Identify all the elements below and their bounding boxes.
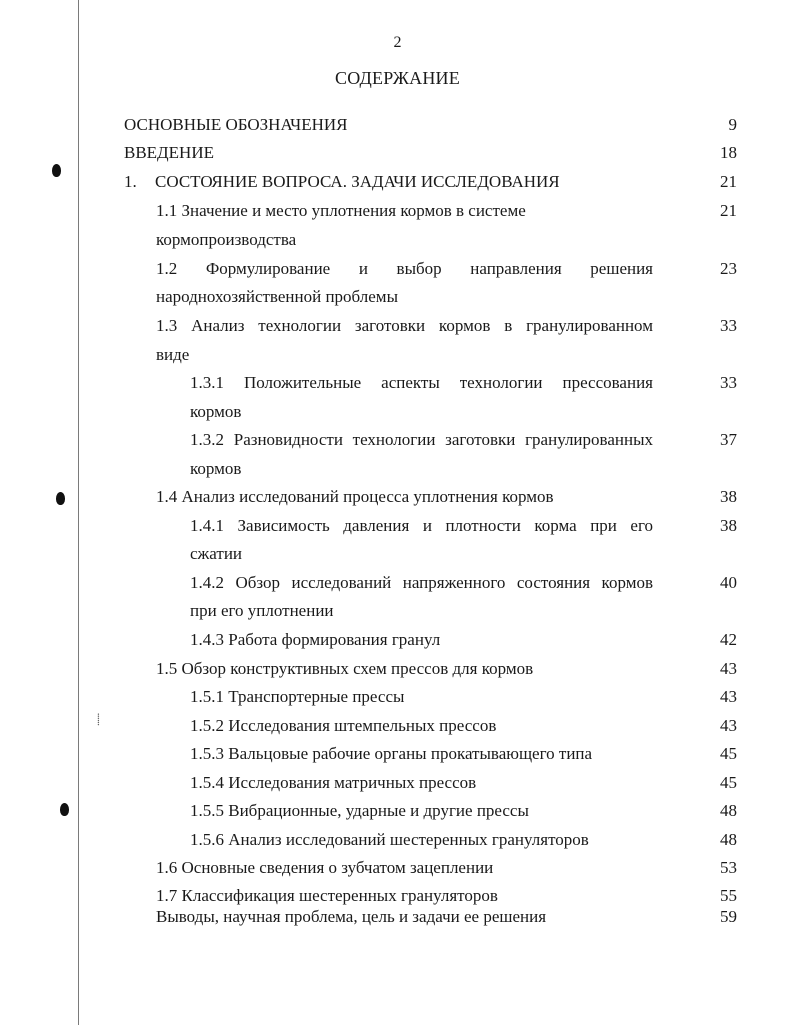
toc-entry	[190, 799, 653, 823]
toc-entry	[190, 371, 653, 395]
toc-entry-continuation: кормов	[190, 459, 242, 478]
toc-entry-title: 1.5.3 Вальцовые рабочие органы прокатывающего типа	[190, 744, 593, 763]
toc-entry-title: ВВЕДЕНИЕ	[124, 143, 214, 162]
toc-entry	[190, 714, 653, 738]
toc-entry-page: 48	[720, 801, 737, 820]
toc-entry-page: 45	[720, 773, 737, 792]
toc-entry	[156, 905, 656, 929]
toc-entry-title: 1.5.6 Анализ исследований шестеренных грануляторов	[190, 830, 589, 849]
toc-entry-title: Выводы, научная проблема, цель и задачи ее решения	[156, 907, 547, 926]
toc-entry-continuation: сжатии	[190, 544, 243, 563]
toc-entry-page: 53	[720, 858, 737, 877]
toc-entry-continuation: кормопроизводства	[156, 230, 297, 249]
toc-entry-page: 59	[720, 907, 737, 926]
toc-entry-page: 48	[720, 830, 737, 849]
toc-entry	[124, 170, 644, 194]
toc-entry-page: 33	[720, 373, 737, 392]
toc-entry	[156, 657, 656, 681]
toc-entry-title: 1.5.4 Исследования матричных прессов	[190, 773, 477, 792]
toc-entry	[156, 257, 653, 281]
toc-entry-title: 1.5.2 Исследования штемпельных прессов	[190, 716, 497, 735]
toc-entry-title: 1.1 Значение и место уплотнения кормов в системе	[156, 201, 526, 220]
toc-entry	[124, 113, 644, 137]
page-title: СОДЕРЖАНИЕ	[335, 68, 460, 88]
punch-hole-mark	[52, 164, 61, 177]
toc-entry-page: 21	[720, 201, 737, 220]
toc-entry-title: 1.2 Формулирование и выбор направления решения	[156, 259, 653, 278]
toc-entry	[190, 685, 653, 709]
toc-entry-page: 21	[720, 172, 737, 191]
toc-entry-title: 1.3.1 Положительные аспекты технологии прессования	[190, 373, 653, 392]
toc-chapter-number: 1.	[124, 172, 137, 191]
toc-entry-page: 9	[728, 115, 737, 134]
toc-entry-page: 43	[720, 659, 737, 678]
toc-entry-title: 1.4.2 Обзор исследований напряженного состояния кормов	[190, 573, 653, 592]
toc-entry	[190, 628, 653, 652]
toc-entry-page: 43	[720, 687, 737, 706]
toc-entry-title: 1.4.3 Работа формирования гранул	[190, 630, 441, 649]
toc-entry-title: 1.4 Анализ исследований процесса уплотнения кормов	[156, 487, 554, 506]
toc-entry-page: 18	[720, 143, 737, 162]
toc-entry-title: 1.5.1 Транспортерные прессы	[190, 687, 405, 706]
toc-entry-title: 1.5 Обзор конструктивных схем прессов для кормов	[156, 659, 534, 678]
toc-entry	[190, 428, 653, 452]
toc-entry	[124, 141, 644, 165]
toc-entry-title: ОСНОВНЫЕ ОБОЗНАЧЕНИЯ	[124, 115, 348, 134]
toc-entry	[156, 314, 653, 338]
toc-entry	[156, 856, 656, 880]
toc-entry-title: СОСТОЯНИЕ ВОПРОСА. ЗАДАЧИ ИССЛЕДОВАНИЯ	[155, 172, 560, 191]
toc-entry-title: 1.6 Основные сведения о зубчатом зацеплении	[156, 858, 494, 877]
toc-entry-page: 40	[720, 573, 737, 592]
toc-entry-title: 1.3 Анализ технологии заготовки кормов в гранулированном	[156, 316, 653, 335]
scan-speck: ⸽	[97, 714, 100, 726]
toc-entry-continuation: виде	[156, 345, 190, 364]
toc-entry-continuation: кормов	[190, 402, 242, 421]
toc-entry-title: 1.4.1 Зависимость давления и плотности корма при его	[190, 516, 653, 535]
toc-entry	[190, 828, 653, 852]
toc-entry-continuation: при его уплотнении	[190, 601, 334, 620]
toc-entry-page: 33	[720, 316, 737, 335]
toc-entry-page: 23	[720, 259, 737, 278]
toc-entry	[190, 571, 653, 595]
toc-entry-title: 1.3.2 Разновидности технологии заготовки гранулированных	[190, 430, 653, 449]
toc-entry-page: 38	[720, 487, 737, 506]
toc-entry-page: 37	[720, 430, 737, 449]
binding-line	[78, 0, 79, 1025]
toc-entry-page: 42	[720, 630, 737, 649]
toc-entry-title: 1.7 Классификация шестеренных грануляторов	[156, 886, 498, 905]
toc-entry-page: 45	[720, 744, 737, 763]
punch-hole-mark	[60, 803, 69, 816]
page-number: 2	[393, 34, 402, 51]
toc-entry	[190, 514, 653, 538]
toc-entry-title: 1.5.5 Вибрационные, ударные и другие прессы	[190, 801, 529, 820]
toc-entry-continuation: народнохозяйственной проблемы	[156, 287, 398, 306]
punch-hole-mark	[56, 492, 65, 505]
toc-entry	[190, 742, 653, 766]
toc-entry-page: 55	[720, 886, 737, 905]
toc-entry	[156, 199, 656, 223]
toc-entry-page: 43	[720, 716, 737, 735]
toc-entry-page: 38	[720, 516, 737, 535]
toc-entry	[190, 771, 653, 795]
toc-entry	[156, 485, 656, 509]
